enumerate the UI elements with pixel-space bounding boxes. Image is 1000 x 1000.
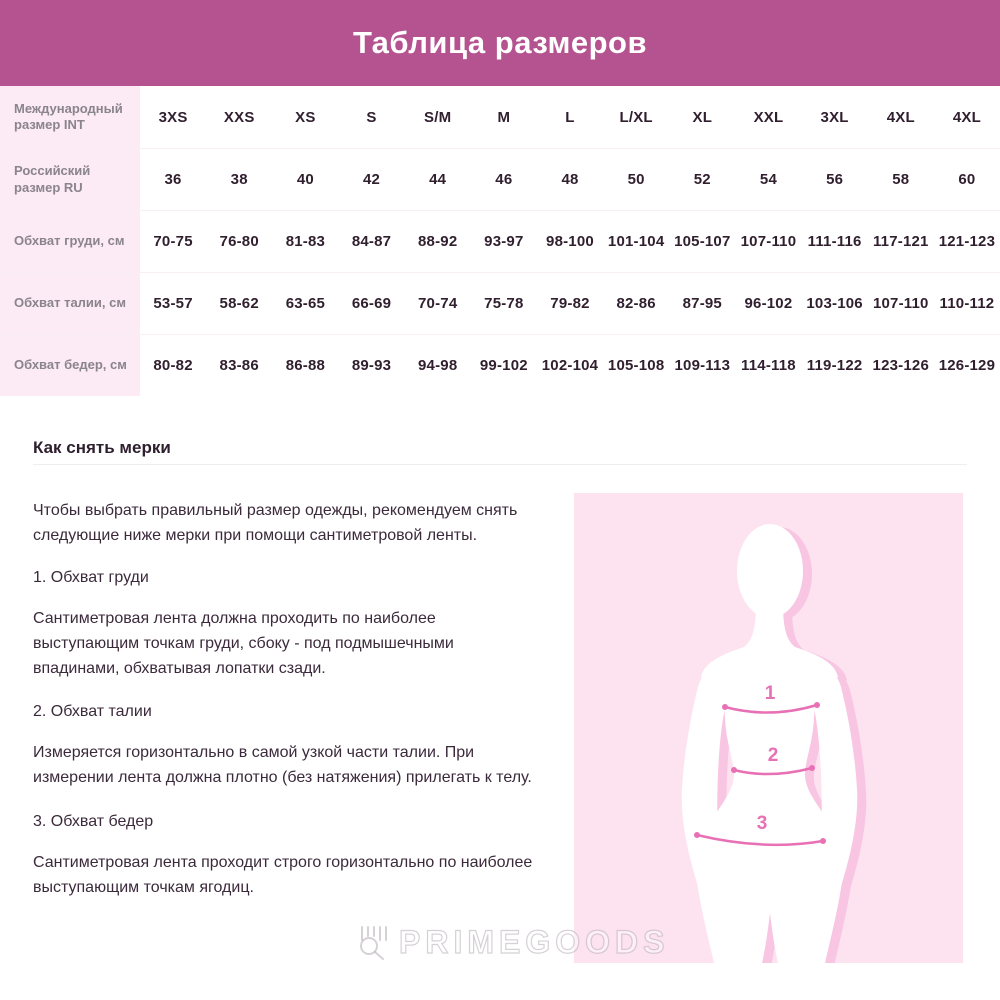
size-table-cell: 109-113 bbox=[674, 357, 731, 374]
size-table-cell: 54 bbox=[759, 171, 777, 188]
bust-line-label: 1 bbox=[764, 683, 776, 704]
body-silhouette-svg bbox=[574, 493, 963, 963]
guide-section-text-waist: Измеряется горизонтально в самой узкой части талии. При измерении лента должна плотно (без натяжения) прилегать к телу. bbox=[33, 744, 532, 786]
size-table-cell: 42 bbox=[362, 171, 381, 188]
size-table-cell: 94-98 bbox=[418, 357, 458, 374]
size-table-cell: 50 bbox=[627, 171, 645, 188]
size-table-cell: 3XL bbox=[820, 108, 849, 126]
size-table-cell: 75-78 bbox=[484, 295, 524, 312]
guide-intro: Чтобы выбрать правильный размер одежды, рекомендуем снять следующие ниже мерки при помощи сантиметровой ленты. bbox=[33, 502, 518, 544]
size-table-cell: XL bbox=[692, 108, 713, 126]
watermark-barcode-magnifier-icon bbox=[354, 922, 394, 962]
size-table-cell: 52 bbox=[693, 171, 711, 188]
size-table-cell: 123-126 bbox=[872, 357, 929, 374]
size-table-cell: 107-110 bbox=[740, 233, 797, 250]
size-table-cell: 76-80 bbox=[219, 233, 259, 250]
size-table-cell: 99-102 bbox=[479, 357, 528, 374]
size-table-row-label: Российский размер RU bbox=[0, 149, 140, 210]
size-table-cell: 114-118 bbox=[741, 357, 796, 374]
size-table-cell: 110-112 bbox=[939, 295, 995, 312]
size-table-cell: 3XS bbox=[158, 108, 188, 126]
size-table-row bbox=[0, 334, 1000, 396]
watermark-text: PRIMEGOODS bbox=[399, 923, 670, 960]
size-table-cell: 48 bbox=[561, 171, 579, 188]
size-table-cell: 82-86 bbox=[616, 295, 656, 312]
size-table-row bbox=[0, 272, 1000, 334]
size-table-cell: 87-95 bbox=[682, 295, 722, 312]
size-table-cell: 70-74 bbox=[418, 295, 458, 312]
size-table-cell: 53-57 bbox=[153, 295, 193, 312]
size-table-row-label: Обхват груди, см bbox=[0, 211, 140, 272]
guide-heading: Как снять мерки bbox=[33, 438, 171, 457]
size-table-cell: 107-110 bbox=[872, 295, 929, 312]
size-table-cell: L/XL bbox=[619, 108, 653, 126]
guide-section-title-waist: 2. Обхват талии bbox=[33, 703, 152, 720]
size-table-cell: 58-62 bbox=[219, 295, 259, 312]
guide-section-text-bust: Сантиметровая лента должна проходить по наиболее выступающим точкам груди, сбоку - под подмышечными впадинами, обхватывая лопатки сзади. bbox=[33, 610, 454, 677]
size-table bbox=[0, 86, 1000, 396]
size-table-cell: XXL bbox=[753, 108, 784, 126]
size-table-cell: XXS bbox=[223, 108, 255, 126]
size-table-cell: 40 bbox=[296, 171, 314, 188]
body-silhouette bbox=[682, 524, 858, 963]
guide-section-title-bust: 1. Обхват груди bbox=[33, 569, 149, 586]
size-table-cell: 4XL bbox=[952, 108, 981, 126]
figure-panel bbox=[574, 493, 963, 963]
size-table-cell: 126-129 bbox=[938, 357, 996, 374]
size-table-cell: 111-116 bbox=[807, 233, 862, 250]
size-table-cell: S bbox=[366, 108, 377, 126]
waist-line-label: 2 bbox=[767, 745, 779, 766]
size-table-row-label: Обхват талии, см bbox=[0, 273, 140, 334]
size-table-cell: 66-69 bbox=[351, 295, 392, 312]
size-table-row bbox=[0, 148, 1000, 210]
guide-section-text-hips: Сантиметровая лента проходит строго горизонтально по наиболее выступающим точкам ягодиц. bbox=[33, 854, 533, 896]
size-table-cell: 89-93 bbox=[351, 357, 392, 374]
measuring-guide bbox=[33, 438, 533, 900]
size-table-cell: 58 bbox=[892, 171, 910, 188]
hip-line-label: 3 bbox=[756, 813, 768, 834]
size-table-cell: 79-82 bbox=[550, 295, 590, 312]
size-table-cell: 36 bbox=[164, 171, 182, 188]
size-table-cell: 96-102 bbox=[744, 295, 793, 312]
size-table-row bbox=[0, 210, 1000, 272]
size-table-cell: 70-75 bbox=[153, 233, 193, 250]
size-table-cell: 121-123 bbox=[938, 233, 996, 250]
size-table-cell: 105-107 bbox=[674, 233, 731, 250]
size-table-row-label: Обхват бедер, см bbox=[0, 335, 140, 396]
size-table-cell: XS bbox=[295, 108, 316, 126]
guide-section-title-hips: 3. Обхват бедер bbox=[33, 813, 154, 830]
size-table-cell: 83-86 bbox=[219, 357, 259, 374]
page-title: Таблица размеров bbox=[352, 25, 648, 60]
size-table-row-label: Международный размер INT bbox=[0, 86, 140, 148]
size-table-cell: 93-97 bbox=[484, 233, 524, 250]
page-header bbox=[0, 0, 1000, 86]
size-table-cell: 103-106 bbox=[806, 295, 863, 312]
size-table-cell: 84-87 bbox=[351, 233, 392, 250]
size-table-cell: S/M bbox=[424, 108, 452, 126]
size-table-cell: 102-104 bbox=[541, 357, 599, 374]
size-table-cell: 88-92 bbox=[418, 233, 458, 250]
size-table-cell: L bbox=[565, 108, 575, 126]
size-table-cell: 98-100 bbox=[546, 233, 594, 250]
size-table-cell: 46 bbox=[495, 171, 513, 188]
size-table-cell: 105-108 bbox=[607, 357, 665, 374]
size-table-cell: 56 bbox=[826, 171, 844, 188]
size-table-cell: 4XL bbox=[886, 108, 915, 126]
size-table-cell: 86-88 bbox=[285, 357, 326, 374]
size-table-cell: 38 bbox=[230, 171, 248, 188]
size-table-cell: 44 bbox=[429, 171, 447, 188]
size-table-cell: 80-82 bbox=[153, 357, 193, 374]
size-table-cell: 101-104 bbox=[607, 233, 665, 250]
size-table-cell: 119-122 bbox=[806, 357, 863, 374]
size-table-cell: 63-65 bbox=[285, 295, 326, 312]
size-table-cell: 81-83 bbox=[285, 233, 326, 250]
size-table-cell: 60 bbox=[958, 171, 976, 188]
size-table-cell: M bbox=[497, 108, 511, 126]
size-table-cell: 117-121 bbox=[872, 233, 929, 250]
size-table-row bbox=[0, 86, 1000, 148]
